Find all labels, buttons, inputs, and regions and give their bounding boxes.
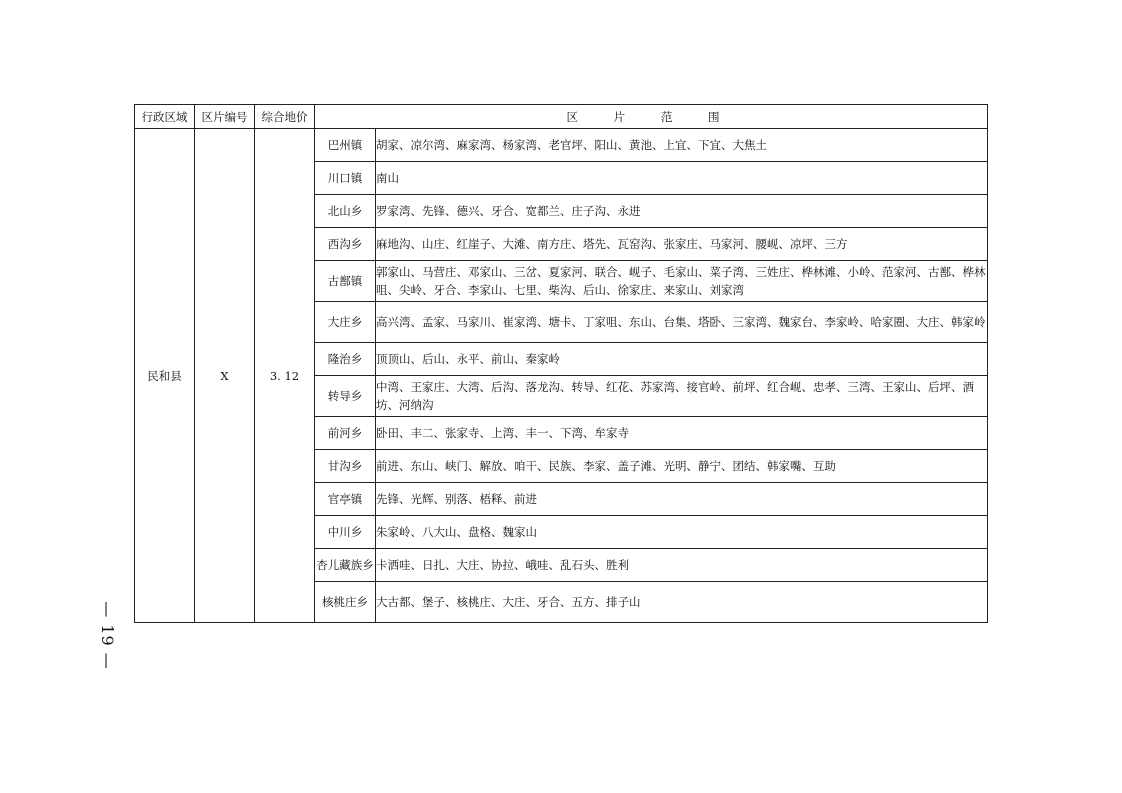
town-cell: 巴州镇 [315, 129, 376, 162]
town-cell: 西沟乡 [315, 228, 376, 261]
table-header-row [135, 105, 988, 129]
header-price: 综合地价 [255, 105, 315, 129]
table-row [135, 129, 988, 162]
villages-cell: 大古都、堡子、核桃庄、大庄、牙合、五方、排子山 [376, 582, 988, 623]
header-zone-no: 区片编号 [195, 105, 255, 129]
header-district: 行政区域 [135, 105, 195, 129]
town-cell: 川口镇 [315, 162, 376, 195]
town-cell: 转导乡 [315, 376, 376, 417]
town-cell: 前河乡 [315, 417, 376, 450]
town-cell: 甘沟乡 [315, 450, 376, 483]
villages-cell: 南山 [376, 162, 988, 195]
villages-cell: 顶顶山、后山、永平、前山、秦家岭 [376, 343, 988, 376]
villages-cell: 卡洒哇、日扎、大庄、协拉、峨哇、乱石头、胜利 [376, 549, 988, 582]
town-cell: 大庄乡 [315, 302, 376, 343]
villages-cell: 卧田、丰二、张家寺、上湾、丰一、下湾、牟家寺 [376, 417, 988, 450]
page-number-text: — 19 — [97, 600, 117, 670]
town-cell: 隆治乡 [315, 343, 376, 376]
land-price-table [134, 104, 988, 623]
town-cell: 北山乡 [315, 195, 376, 228]
villages-cell: 高兴湾、孟家、马家川、崔家湾、塘卡、丁家咀、东山、台集、塔卧、三家湾、魏家台、李家岭、哈家圈、大庄、韩家岭 [376, 302, 988, 343]
town-cell: 核桃庄乡 [315, 582, 376, 623]
villages-cell: 郭家山、马营庄、邓家山、三岔、夏家河、联合、岘子、毛家山、菜子湾、三姓庄、桦林滩、小岭、范家河、古鄯、桦林咀、尖岭、牙合、李家山、七里、柴沟、后山、徐家庄、来家山、刘家湾 [376, 261, 988, 302]
villages-cell: 罗家湾、先锋、德兴、牙合、宽都兰、庄子沟、永进 [376, 195, 988, 228]
town-cell: 古鄯镇 [315, 261, 376, 302]
villages-cell: 朱家岭、八大山、盘格、魏家山 [376, 516, 988, 549]
villages-cell: 麻地沟、山庄、红崖子、大滩、南方庄、塔先、瓦窑沟、张家庄、马家河、腰岘、凉坪、三方 [376, 228, 988, 261]
header-range: 区 片 范 围 [315, 105, 988, 129]
villages-cell: 胡家、凉尔湾、麻家湾、杨家湾、老官坪、阳山、黄池、上宜、下宜、大焦土 [376, 129, 988, 162]
zone-no-cell: X [195, 129, 255, 623]
page-number [92, 595, 122, 675]
town-cell: 中川乡 [315, 516, 376, 549]
town-cell: 官亭镇 [315, 483, 376, 516]
town-cell: 杏儿藏族乡 [315, 549, 376, 582]
district-cell: 民和县 [135, 129, 195, 623]
villages-cell: 中湾、王家庄、大湾、后沟、落龙沟、转导、红花、苏家湾、接官岭、前坪、红合岘、忠孝、三湾、王家山、后坪、酒坊、河纳沟 [376, 376, 988, 417]
villages-cell: 先锋、光辉、别落、梧释、前进 [376, 483, 988, 516]
price-cell: 3. 12 [255, 129, 315, 623]
villages-cell: 前进、东山、峡门、解放、咱干、民族、李家、盖子滩、光明、静宁、团结、韩家嘴、互助 [376, 450, 988, 483]
